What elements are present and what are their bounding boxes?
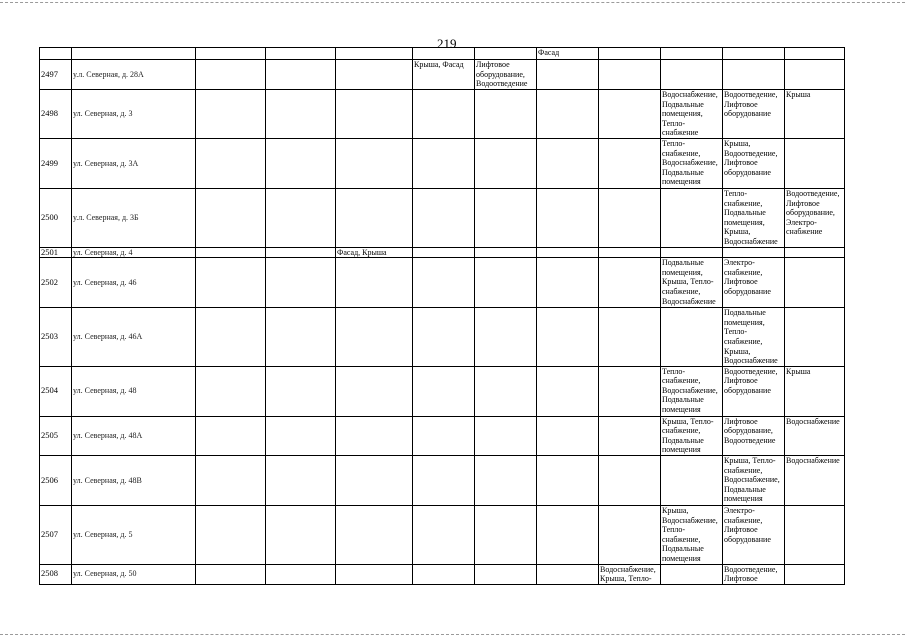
cell-works: Лифтовое оборудование, Водоотведение: [723, 416, 785, 455]
cell-works: [475, 456, 537, 506]
cell-works: [599, 456, 661, 506]
row-address: ул. Северная, д. 48В: [72, 456, 196, 506]
empty-cell: [196, 247, 266, 258]
cell-works: [336, 416, 413, 455]
top-scan-edge: [0, 2, 905, 4]
cell-works: [785, 138, 845, 188]
repair-schedule-table: [39, 47, 845, 585]
cell-works: Крыша, Тепло-снабжение, Водоснабжение, Подвальные помещения: [723, 456, 785, 506]
row-number: 2499: [40, 138, 72, 188]
table-row: [40, 456, 845, 506]
cell-works: [475, 258, 537, 308]
cell-works: [599, 138, 661, 188]
cell-works: [785, 258, 845, 308]
cell-works: [475, 138, 537, 188]
empty-cell: [196, 60, 266, 90]
cell-works: [336, 138, 413, 188]
cell-works: [599, 247, 661, 258]
row-number: 2505: [40, 416, 72, 455]
cell-works: [413, 258, 475, 308]
cell-works: Подвальные помещения, Тепло-снабжение, Крыша, Водоснабжение: [723, 308, 785, 367]
row-number: 2497: [40, 60, 72, 90]
header-row: [40, 48, 845, 60]
empty-cell: [537, 60, 599, 90]
empty-cell: [537, 506, 599, 565]
cell-works: [413, 416, 475, 455]
empty-cell: [537, 258, 599, 308]
cell-works: Водоснабжение, Крыша, Тепло-: [599, 564, 661, 584]
table-row: [40, 416, 845, 455]
cell-works: Водоотведение, Лифтовое оборудование, Электро-снабжение: [785, 188, 845, 247]
empty-cell: [266, 138, 336, 188]
cell-works: [723, 247, 785, 258]
row-number: 2504: [40, 366, 72, 416]
empty-cell: [196, 506, 266, 565]
cell-works: [785, 247, 845, 258]
empty-cell: [196, 308, 266, 367]
row-address: у.л. Северная, д. 28А: [72, 60, 196, 90]
table-row: [40, 308, 845, 367]
cell-works: [475, 564, 537, 584]
cell-works: [336, 90, 413, 139]
cell-works: [413, 90, 475, 139]
cell-works: [599, 308, 661, 367]
cell-works: Крыша, Водоотведение, Лифтовое оборудование: [723, 138, 785, 188]
row-number: 2507: [40, 506, 72, 565]
cell-works: Тепло-снабжение, Подвальные помещения, Крыша, Водоснабжение: [723, 188, 785, 247]
table-row: [40, 258, 845, 308]
row-address: ул. Северная, д. 46: [72, 258, 196, 308]
empty-cell: [266, 247, 336, 258]
cell-works: [599, 416, 661, 455]
cell-works: [723, 60, 785, 90]
cell-works: [413, 188, 475, 247]
cell-works: [336, 456, 413, 506]
cell-works: [475, 247, 537, 258]
row-number: 2502: [40, 258, 72, 308]
row-address: ул. Северная, д. 50: [72, 564, 196, 584]
empty-cell: [266, 188, 336, 247]
empty-cell: [266, 564, 336, 584]
empty-cell: [196, 366, 266, 416]
empty-cell: [537, 247, 599, 258]
cell-works: [475, 188, 537, 247]
cell-works: [413, 366, 475, 416]
cell-works: [599, 90, 661, 139]
cell-works: [785, 506, 845, 565]
cell-works: [413, 564, 475, 584]
cell-works: Электро-снабжение, Лифтовое оборудование: [723, 258, 785, 308]
cell-works: [599, 366, 661, 416]
row-address: ул. Северная, д. 46А: [72, 308, 196, 367]
cell-works: [661, 188, 723, 247]
cell-works: Крыша, Тепло-снабжение, Подвальные помещения: [661, 416, 723, 455]
cell-works: Водоотведение, Лифтовое оборудование: [723, 366, 785, 416]
cell-works: Крыша: [785, 90, 845, 139]
cell-works: Тепло-снабжение, Водоснабжение, Подвальные помещения: [661, 366, 723, 416]
cell-works: Крыша: [785, 366, 845, 416]
table-row: [40, 188, 845, 247]
row-number: 2503: [40, 308, 72, 367]
table-row: [40, 564, 845, 584]
row-number: 2501: [40, 247, 72, 258]
cell-works: [475, 90, 537, 139]
empty-cell: [196, 138, 266, 188]
cell-works: Лифтовое оборудование, Водоотведение: [475, 60, 537, 90]
cell-works: [599, 258, 661, 308]
cell-works: [413, 247, 475, 258]
cell-works: [661, 564, 723, 584]
empty-cell: [266, 456, 336, 506]
table-row: [40, 247, 845, 258]
cell-works: Водоотведение, Лифтовое оборудование: [723, 90, 785, 139]
cell-works: [785, 564, 845, 584]
cell-works: [336, 308, 413, 367]
row-address: ул. Северная, д. 48А: [72, 416, 196, 455]
cell-works: Тепло-снабжение, Водоснабжение, Подвальные помещения: [661, 138, 723, 188]
page-number: 219: [437, 36, 457, 51]
row-address: ул. Северная, д. 5: [72, 506, 196, 565]
cell-works: Крыша, Фасад: [413, 60, 475, 90]
empty-cell: [196, 564, 266, 584]
cell-works: [413, 456, 475, 506]
row-address: у.л. Северная, д. 3Б: [72, 188, 196, 247]
table-row: [40, 90, 845, 139]
cell-works: [336, 188, 413, 247]
empty-cell: [196, 90, 266, 139]
cell-works: [413, 308, 475, 367]
row-address: ул. Северная, д. 3: [72, 90, 196, 139]
empty-cell: [266, 90, 336, 139]
cell-works: [599, 506, 661, 565]
cell-works: [475, 366, 537, 416]
row-address: ул. Северная, д. 4: [72, 247, 196, 258]
table-row: [40, 506, 845, 565]
empty-cell: [537, 90, 599, 139]
cell-works: Водоснабжение: [785, 416, 845, 455]
cell-works: Крыша, Водоснабжение, Тепло-снабжение, Подвальные помещения: [661, 506, 723, 565]
cell-works: Подвальные помещения, Крыша, Тепло-снабжение, Водоснабжение: [661, 258, 723, 308]
cell-works: [661, 60, 723, 90]
cell-works: [336, 60, 413, 90]
row-number: 2506: [40, 456, 72, 506]
table-row: [40, 366, 845, 416]
row-number: 2500: [40, 188, 72, 247]
empty-cell: [537, 308, 599, 367]
empty-cell: [266, 416, 336, 455]
cell-works: [475, 308, 537, 367]
cell-works: Водоснабжение, Подвальные помещения, Тепло-снабжение: [661, 90, 723, 139]
cell-works: [785, 60, 845, 90]
cell-works: [475, 416, 537, 455]
empty-cell: [537, 366, 599, 416]
cell-works: [413, 138, 475, 188]
empty-cell: [266, 366, 336, 416]
cell-works: [336, 258, 413, 308]
cell-works: [336, 366, 413, 416]
cell-works: Водоснабжение: [785, 456, 845, 506]
table-row: [40, 138, 845, 188]
empty-cell: [537, 416, 599, 455]
cell-works: [785, 308, 845, 367]
empty-cell: [537, 188, 599, 247]
cell-works: [661, 456, 723, 506]
empty-cell: [537, 456, 599, 506]
bottom-scan-edge: [0, 634, 905, 636]
cell-works: [336, 564, 413, 584]
empty-cell: [196, 258, 266, 308]
row-number: 2498: [40, 90, 72, 139]
cell-works: Водоотведение, Лифтовое: [723, 564, 785, 584]
empty-cell: [537, 138, 599, 188]
cell-works: [599, 60, 661, 90]
empty-cell: [266, 60, 336, 90]
cell-works: [413, 506, 475, 565]
table-row: [40, 60, 845, 90]
empty-cell: [196, 188, 266, 247]
cell-works: Фасад, Крыша: [336, 247, 413, 258]
cell-works: [475, 506, 537, 565]
cell-works: [661, 247, 723, 258]
row-number: 2508: [40, 564, 72, 584]
row-address: ул. Северная, д. 3А: [72, 138, 196, 188]
empty-cell: [266, 308, 336, 367]
row-address: ул. Северная, д. 48: [72, 366, 196, 416]
cell-works: [336, 506, 413, 565]
cell-works: [661, 308, 723, 367]
empty-cell: [537, 564, 599, 584]
empty-cell: [196, 416, 266, 455]
cell-works: [599, 188, 661, 247]
empty-cell: [266, 258, 336, 308]
header-cell: Фасад: [537, 48, 599, 60]
empty-cell: [196, 456, 266, 506]
cell-works: Электро-снабжение, Лифтовое оборудование: [723, 506, 785, 565]
empty-cell: [266, 506, 336, 565]
